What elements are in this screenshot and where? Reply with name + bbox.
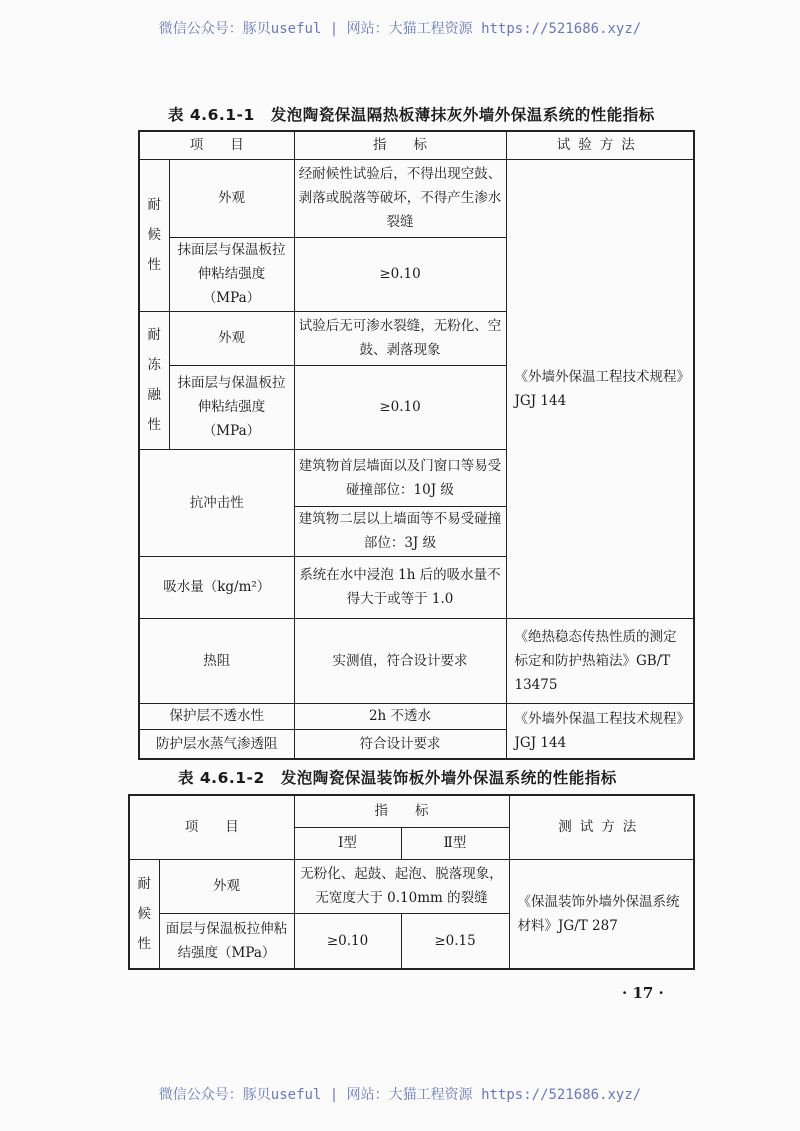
t2-type1: ≥0.10 [294, 913, 401, 969]
t1-item: 保护层不透水性 [139, 703, 294, 729]
t1-item: 抗冲击性 [139, 449, 294, 556]
t1-method-last: 《外墙外保温工程技术规程》JGJ 144 [506, 703, 694, 759]
t2-group-weather: 耐候性 [129, 859, 159, 969]
t1-item: 抹面层与保温板拉伸粘结强度（MPa） [169, 237, 294, 311]
t1-item: 防护层水蒸气渗透阻 [139, 729, 294, 759]
t1-item: 抹面层与保温板拉伸粘结强度（MPa） [169, 365, 294, 449]
t1-item: 吸水量（kg/m²） [139, 556, 294, 618]
t2-method: 《保温装饰外墙外保温系统材料》JG/T 287 [509, 859, 694, 969]
t1-index: 经耐候性试验后，不得出现空鼓、剥落或脱落等破坏，不得产生渗水裂缝 [294, 159, 506, 237]
page-number: · 17 · [622, 984, 664, 1002]
t2-header-type2: Ⅱ型 [401, 827, 509, 859]
table2 [128, 794, 695, 970]
t1-method: 《绝热稳态传热性质的测定 标定和防护热箱法》GB/T 13475 [506, 618, 694, 703]
t1-group-weather: 耐候性 [139, 159, 169, 311]
t1-header-index: 指 标 [294, 131, 506, 159]
t1-index: 2h 不透水 [294, 703, 506, 729]
t1-index: 系统在水中浸泡 1h 后的吸水量不得大于或等于 1.0 [294, 556, 506, 618]
watermark-bottom: 微信公众号：豚贝useful | 网站：大猫工程资源 https://521686.xyz/ [158, 1087, 642, 1103]
t1-index: 实测值，符合设计要求 [294, 618, 506, 703]
t2-header-method: 测试方法 [509, 795, 694, 859]
t2-type2: ≥0.15 [401, 913, 509, 969]
t2-index: 无粉化、起鼓、起泡、脱落现象，无宽度大于 0.10mm 的裂缝 [294, 859, 509, 913]
table1 [138, 130, 695, 760]
table1-title: 表 4.6.1-1 发泡陶瓷保温隔热板薄抹灰外墙外保温系统的性能指标 [168, 106, 655, 124]
t1-header-item: 项 目 [139, 131, 294, 159]
watermark-top: 微信公众号：豚贝useful | 网站：大猫工程资源 https://521686.xyz/ [158, 21, 642, 37]
t1-index: 建筑物二层以上墙面等不易受碰撞部位：3J 级 [294, 506, 506, 556]
t1-index: 试验后无可渗水裂缝，无粉化、空鼓、剥落现象 [294, 311, 506, 365]
t1-group-freeze: 耐冻融性 [139, 311, 169, 449]
t1-item: 外观 [169, 311, 294, 365]
t2-header-index: 指 标 [294, 795, 509, 827]
t1-item: 热阻 [139, 618, 294, 703]
t2-header-item: 项 目 [129, 795, 294, 859]
table2-title: 表 4.6.1-2 发泡陶瓷保温装饰板外墙外保温系统的性能指标 [178, 769, 617, 787]
t1-index: ≥0.10 [294, 237, 506, 311]
t2-item: 面层与保温板拉伸粘结强度（MPa） [159, 913, 294, 969]
t1-header-method: 试验方法 [506, 131, 694, 159]
t1-item: 外观 [169, 159, 294, 237]
t1-index: ≥0.10 [294, 365, 506, 449]
t2-header-type1: Ⅰ型 [294, 827, 401, 859]
t1-index: 建筑物首层墙面以及门窗口等易受碰撞部位：10J 级 [294, 449, 506, 506]
t1-method-main: 《外墙外保温工程技术规程》JGJ 144 [506, 159, 694, 618]
t2-item: 外观 [159, 859, 294, 913]
t1-index: 符合设计要求 [294, 729, 506, 759]
